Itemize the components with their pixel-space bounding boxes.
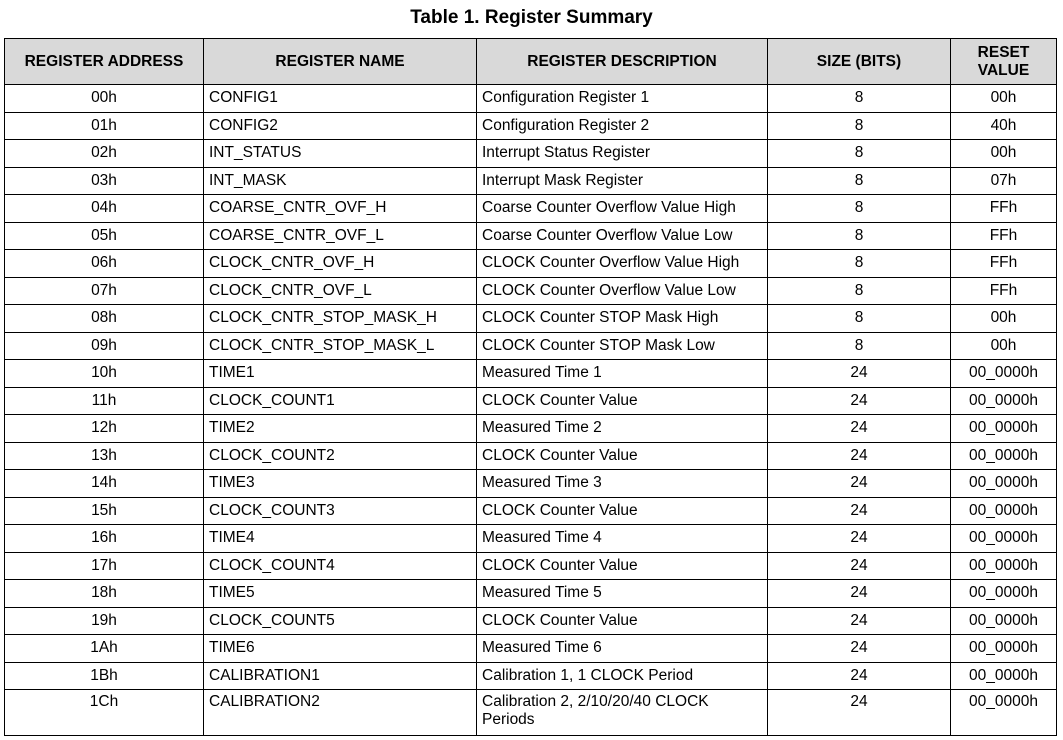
cell-address: 05h [5, 222, 204, 250]
cell-size: 24 [768, 387, 951, 415]
table-row [5, 360, 1057, 388]
cell-size: 24 [768, 497, 951, 525]
cell-address: 13h [5, 442, 204, 470]
cell-address: 12h [5, 415, 204, 443]
cell-description: Coarse Counter Overflow Value High [477, 195, 768, 223]
cell-description: Measured Time 3 [477, 470, 768, 498]
cell-size: 8 [768, 85, 951, 113]
cell-size: 24 [768, 607, 951, 635]
cell-size: 8 [768, 305, 951, 333]
cell-address: 19h [5, 607, 204, 635]
cell-address: 09h [5, 332, 204, 360]
cell-reset: FFh [951, 250, 1057, 278]
cell-name: TIME4 [204, 525, 477, 553]
cell-name: CLOCK_COUNT4 [204, 552, 477, 580]
cell-address: 03h [5, 167, 204, 195]
cell-description: CLOCK Counter Value [477, 552, 768, 580]
table-caption: Table 1. Register Summary [410, 7, 653, 28]
cell-reset: 00_0000h [951, 607, 1057, 635]
table-row [5, 415, 1057, 443]
table-row [5, 112, 1057, 140]
cell-name: INT_MASK [204, 167, 477, 195]
cell-reset: 00h [951, 85, 1057, 113]
cell-description: Interrupt Mask Register [477, 167, 768, 195]
table-row [5, 85, 1057, 113]
table-row [5, 442, 1057, 470]
cell-size: 8 [768, 250, 951, 278]
cell-reset: 00_0000h [951, 442, 1057, 470]
table-row [5, 690, 1057, 736]
cell-description: CLOCK Counter STOP Mask High [477, 305, 768, 333]
cell-reset: 00_0000h [951, 525, 1057, 553]
cell-size: 8 [768, 277, 951, 305]
header-register-description: REGISTER DESCRIPTION [477, 39, 768, 85]
cell-name: TIME3 [204, 470, 477, 498]
cell-description: Calibration 2, 2/10/20/40 CLOCK Periods [477, 690, 768, 736]
cell-reset: 00h [951, 332, 1057, 360]
cell-description: Measured Time 2 [477, 415, 768, 443]
cell-description: Configuration Register 1 [477, 85, 768, 113]
table-row [5, 140, 1057, 168]
cell-reset: 00_0000h [951, 387, 1057, 415]
cell-description: CLOCK Counter STOP Mask Low [477, 332, 768, 360]
cell-size: 24 [768, 470, 951, 498]
table-row [5, 525, 1057, 553]
cell-description: Measured Time 6 [477, 635, 768, 663]
cell-reset: 00_0000h [951, 662, 1057, 690]
cell-name: INT_STATUS [204, 140, 477, 168]
cell-description: Measured Time 1 [477, 360, 768, 388]
cell-address: 1Ch [5, 690, 204, 736]
cell-description: Measured Time 5 [477, 580, 768, 608]
cell-description: Configuration Register 2 [477, 112, 768, 140]
cell-address: 11h [5, 387, 204, 415]
header-register-name: REGISTER NAME [204, 39, 477, 85]
cell-address: 10h [5, 360, 204, 388]
cell-name: CALIBRATION2 [204, 690, 477, 736]
cell-size: 24 [768, 525, 951, 553]
table-row [5, 497, 1057, 525]
cell-description: CLOCK Counter Overflow Value High [477, 250, 768, 278]
cell-reset: 00_0000h [951, 470, 1057, 498]
header-reset-value: RESET VALUE [951, 39, 1057, 85]
cell-size: 8 [768, 195, 951, 223]
cell-size: 24 [768, 552, 951, 580]
cell-size: 8 [768, 112, 951, 140]
cell-reset: 00_0000h [951, 690, 1057, 736]
cell-name: TIME1 [204, 360, 477, 388]
cell-name: CLOCK_COUNT5 [204, 607, 477, 635]
table-body [5, 85, 1057, 736]
cell-name: CONFIG1 [204, 85, 477, 113]
cell-name: CLOCK_CNTR_STOP_MASK_H [204, 305, 477, 333]
cell-size: 24 [768, 442, 951, 470]
cell-name: COARSE_CNTR_OVF_H [204, 195, 477, 223]
table-row [5, 580, 1057, 608]
table-row [5, 167, 1057, 195]
cell-reset: 00_0000h [951, 552, 1057, 580]
cell-reset: 00_0000h [951, 360, 1057, 388]
cell-reset: FFh [951, 222, 1057, 250]
cell-description: CLOCK Counter Value [477, 442, 768, 470]
cell-name: CLOCK_CNTR_OVF_L [204, 277, 477, 305]
table-header-row [5, 39, 1057, 85]
cell-description: Calibration 1, 1 CLOCK Period [477, 662, 768, 690]
cell-name: TIME6 [204, 635, 477, 663]
cell-name: CLOCK_CNTR_STOP_MASK_L [204, 332, 477, 360]
table-row [5, 277, 1057, 305]
cell-address: 14h [5, 470, 204, 498]
table-row [5, 387, 1057, 415]
table-row [5, 332, 1057, 360]
cell-description: Coarse Counter Overflow Value Low [477, 222, 768, 250]
cell-reset: FFh [951, 277, 1057, 305]
cell-address: 16h [5, 525, 204, 553]
cell-size: 8 [768, 222, 951, 250]
cell-name: CLOCK_COUNT3 [204, 497, 477, 525]
cell-description: CLOCK Counter Value [477, 497, 768, 525]
cell-reset: 00_0000h [951, 580, 1057, 608]
cell-address: 08h [5, 305, 204, 333]
table-row [5, 552, 1057, 580]
cell-reset: 40h [951, 112, 1057, 140]
cell-size: 8 [768, 167, 951, 195]
cell-address: 1Ah [5, 635, 204, 663]
cell-name: CLOCK_COUNT1 [204, 387, 477, 415]
cell-size: 24 [768, 415, 951, 443]
table-row [5, 635, 1057, 663]
cell-name: COARSE_CNTR_OVF_L [204, 222, 477, 250]
cell-address: 04h [5, 195, 204, 223]
cell-size: 24 [768, 662, 951, 690]
cell-address: 1Bh [5, 662, 204, 690]
cell-description: Measured Time 4 [477, 525, 768, 553]
cell-size: 8 [768, 332, 951, 360]
table-row [5, 195, 1057, 223]
table-row [5, 250, 1057, 278]
cell-name: CALIBRATION1 [204, 662, 477, 690]
cell-address: 07h [5, 277, 204, 305]
cell-description: CLOCK Counter Value [477, 607, 768, 635]
cell-address: 02h [5, 140, 204, 168]
table-row [5, 607, 1057, 635]
cell-size: 8 [768, 140, 951, 168]
cell-name: CLOCK_CNTR_OVF_H [204, 250, 477, 278]
cell-address: 18h [5, 580, 204, 608]
cell-size: 24 [768, 690, 951, 736]
cell-size: 24 [768, 360, 951, 388]
cell-address: 00h [5, 85, 204, 113]
table-row [5, 470, 1057, 498]
cell-reset: FFh [951, 195, 1057, 223]
table-row [5, 662, 1057, 690]
table-row [5, 305, 1057, 333]
cell-address: 01h [5, 112, 204, 140]
cell-description: Interrupt Status Register [477, 140, 768, 168]
cell-name: CONFIG2 [204, 112, 477, 140]
cell-address: 17h [5, 552, 204, 580]
cell-name: TIME2 [204, 415, 477, 443]
cell-reset: 00h [951, 305, 1057, 333]
header-size-bits: SIZE (BITS) [768, 39, 951, 85]
cell-size: 24 [768, 580, 951, 608]
cell-name: TIME5 [204, 580, 477, 608]
cell-address: 06h [5, 250, 204, 278]
cell-address: 15h [5, 497, 204, 525]
cell-reset: 00_0000h [951, 415, 1057, 443]
cell-reset: 00_0000h [951, 635, 1057, 663]
cell-description: CLOCK Counter Overflow Value Low [477, 277, 768, 305]
register-summary-table [4, 38, 1057, 736]
cell-reset: 00_0000h [951, 497, 1057, 525]
header-register-address: REGISTER ADDRESS [5, 39, 204, 85]
cell-reset: 07h [951, 167, 1057, 195]
cell-reset: 00h [951, 140, 1057, 168]
cell-description: CLOCK Counter Value [477, 387, 768, 415]
cell-size: 24 [768, 635, 951, 663]
cell-name: CLOCK_COUNT2 [204, 442, 477, 470]
table-row [5, 222, 1057, 250]
